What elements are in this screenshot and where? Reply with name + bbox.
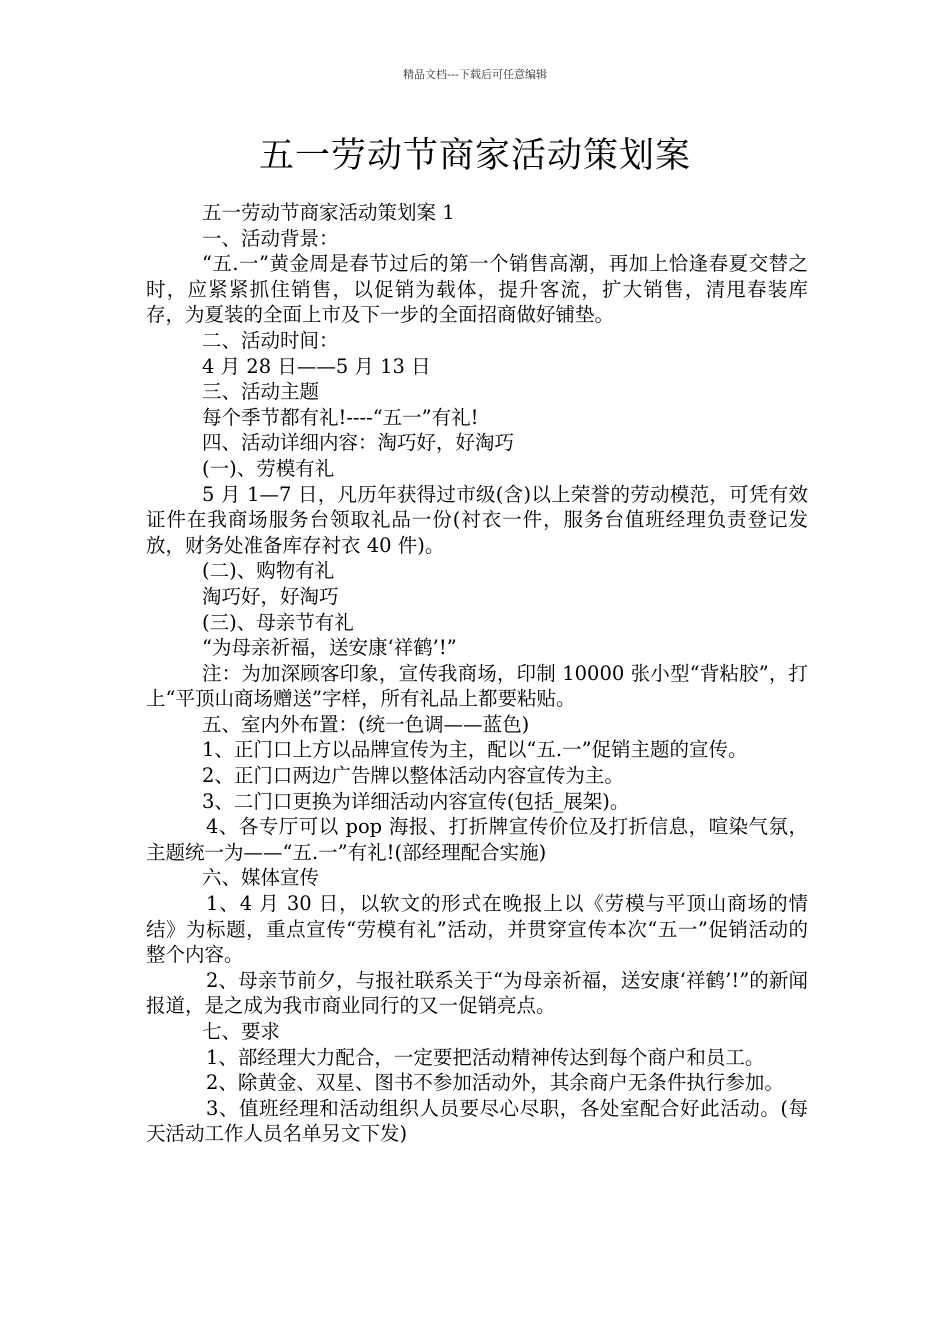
paragraph: 2、除黄金、双星、图书不参加活动外，其余商户无条件执行参加。 bbox=[206, 1071, 784, 1095]
paragraph: “为母亲祈福，送安康‘祥鹤’!” bbox=[202, 636, 457, 660]
paragraph: 3、值班经理和活动组织人员要尽心尽职，各处室配合好此活动。(每天活动工作人员名单另文下发) bbox=[146, 1096, 808, 1146]
paragraph: 2、正门口两边广告牌以整体活动内容宣传为主。 bbox=[202, 764, 624, 788]
paragraph: 四、活动详细内容：淘巧好，好淘巧 bbox=[202, 431, 515, 455]
paragraph: 一、活动背景： bbox=[202, 226, 339, 250]
document-body bbox=[146, 200, 808, 1147]
paragraph: 淘巧好，好淘巧 bbox=[202, 584, 339, 608]
document-title: 五一劳动节商家活动策划案 bbox=[258, 136, 691, 176]
paragraph: 二、活动时间： bbox=[202, 328, 339, 352]
paragraph: “五.一”黄金周是春节过后的第一个销售高潮，再加上恰逢春夏交替之时，应紧紧抓住销售，以促销为载体，提升客流，扩大销售，清甩春装库存，为夏装的全面上市及下一步的全面招商做好铺垫。 bbox=[146, 252, 808, 327]
paragraph: 七、要求 bbox=[202, 1020, 281, 1043]
paragraph: 1、部经理大力配合，一定要把活动精神传达到每个商户和员工。 bbox=[206, 1045, 765, 1069]
paragraph: 五、室内外布置：(统一色调——蓝色) bbox=[202, 712, 530, 736]
paragraph: 六、媒体宣传 bbox=[202, 866, 320, 890]
paragraph: 1、正门口上方以品牌宣传为主，配以“五.一”促销主题的宣传。 bbox=[202, 738, 748, 762]
paragraph: 三、活动主题 bbox=[202, 380, 320, 404]
paragraph: 4、各专厅可以 pop 海报、打折牌宣传价位及打折信息，喧染气氛，主题统一为——“五.一”有礼!(部经理配合实施) bbox=[146, 815, 808, 864]
paragraph: 4 月 28 日——5 月 13 日 bbox=[202, 354, 431, 378]
paragraph: 注：为加深顾客印象，宣传我商场，印制 10000 张小型“背粘胶”，打上“平顶山商场赠送”字样，所有礼品上都要粘贴。 bbox=[146, 661, 808, 711]
paragraph: (二)、购物有礼 bbox=[202, 559, 335, 583]
paragraph: (三)、母亲节有礼 bbox=[202, 610, 354, 634]
paragraph: 1、4 月 30 日，以软文的形式在晚报上以《劳模与平顶山商场的情结》为标题，重点宣传“劳模有礼”活动，并贯穿宣传本次“五一”促销活动的整个内容。 bbox=[146, 892, 808, 967]
page-header-note: 精品文档---下载后可任意编辑 bbox=[403, 68, 547, 81]
paragraph: 五一劳动节商家活动策划案 1 bbox=[202, 201, 455, 224]
paragraph: 2、母亲节前夕，与报社联系关于“为母亲祈福，送安康‘祥鹤’!”的新闻报道，是之成为我市商业同行的又一促销亮点。 bbox=[146, 968, 808, 1018]
paragraph: 5 月 1—7 日，凡历年获得过市级(含)以上荣誉的劳动模范，可凭有效证件在我商场服务台领取礼品一份(衬衣一件，服务台值班经理负责登记发放，财务处准备库存衬衣 40 件)。 bbox=[146, 482, 808, 557]
paragraph: 3、二门口更换为详细活动内容宣传(包括_展架)。 bbox=[202, 789, 630, 813]
paragraph: 每个季节都有礼!----“五一”有礼! bbox=[202, 405, 479, 429]
paragraph: (一)、劳模有礼 bbox=[202, 456, 335, 480]
